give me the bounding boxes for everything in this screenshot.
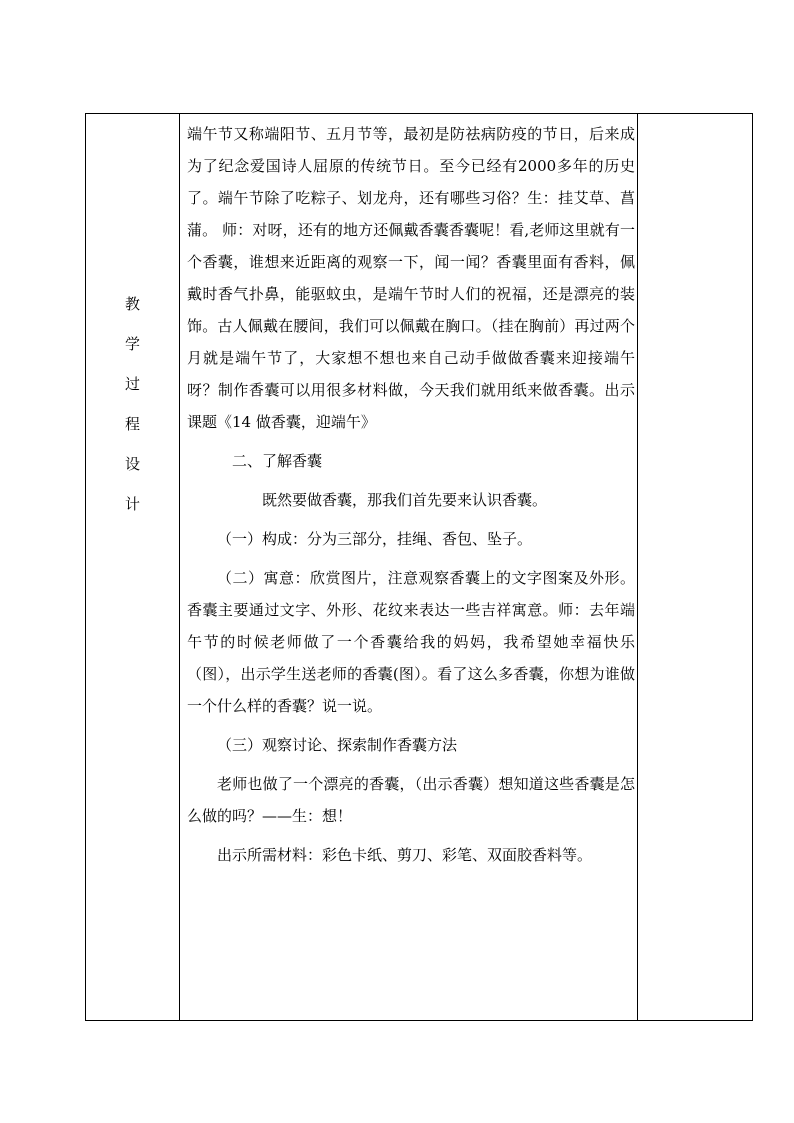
table-row [86, 114, 753, 1021]
content-cell [180, 114, 638, 1021]
section-heading-understand: 二、了解香囊 [232, 452, 323, 470]
content-text [180, 114, 637, 871]
intro-paragraph: 端午节又称端阳节、五月节等，最初是防祛病防疫的节日，后来成为了纪念爱国诗人屈原的传统节日。至今已经有2000多年的历史了。端午节除了吃粽子、划龙舟，还有哪些习俗？生：挂艾草、菖蒲。 师：对呀，还有的地方还佩戴香囊香囊呢！看,老师这里就有一个香囊，谁想来近距离的观察一下，闻一闻？香囊里面有香料，佩戴时香气扑鼻，能驱蚊虫，是端午节时人们的祝福，还是漂亮的装饰。古人佩戴在腰间，我们可以佩戴在胸口。（挂在胸前）再过两个月就是端午节了，大家想不想也来自己动手做做香囊来迎接端午呀？制作香囊可以用很多材料做，今天我们就用纸来做香囊。出示课题《14 做香囊，迎端午》 [187, 125, 635, 431]
section-label-char: 设 [124, 455, 140, 473]
notes-cell [638, 114, 753, 1021]
paragraph-materials: 出示所需材料：彩色卡纸、剪刀、彩笔、双面胶香料等。 [217, 846, 593, 864]
section-label-char: 程 [124, 415, 140, 433]
paragraph-teacher-sachet: 老师也做了一个漂亮的香囊，（出示香囊）想知道这些香囊是怎么做的吗？——生：想！ [187, 775, 635, 825]
section-label-cell [86, 114, 180, 1021]
section-label-char: 教 [124, 295, 140, 313]
section-heading-method: （三）观察讨论、探索制作香囊方法 [217, 736, 458, 754]
section-label-char: 过 [124, 375, 140, 393]
section-label-char: 计 [124, 495, 140, 513]
section-label [86, 114, 179, 524]
paragraph-structure: （一）构成：分为三部分，挂绳、香包、坠子。 [217, 530, 533, 548]
section-label-char: 学 [124, 335, 140, 353]
paragraph-meaning: （二）寓意：欣赏图片，注意观察香囊上的文字图案及外形。香囊主要通过文字、外形、花纹来表达一些吉祥寓意。师：去年端午节的时候老师做了一个香囊给我的妈妈，我希望她幸福快乐（图），出示学生送老师的香囊(图）。看了这么多香囊，你想为谁做一个什么样的香囊？说一说。 [187, 569, 635, 715]
lesson-plan-table [85, 113, 753, 1021]
paragraph-introduction: 既然要做香囊，那我们首先要来认识香囊。 [262, 491, 548, 509]
